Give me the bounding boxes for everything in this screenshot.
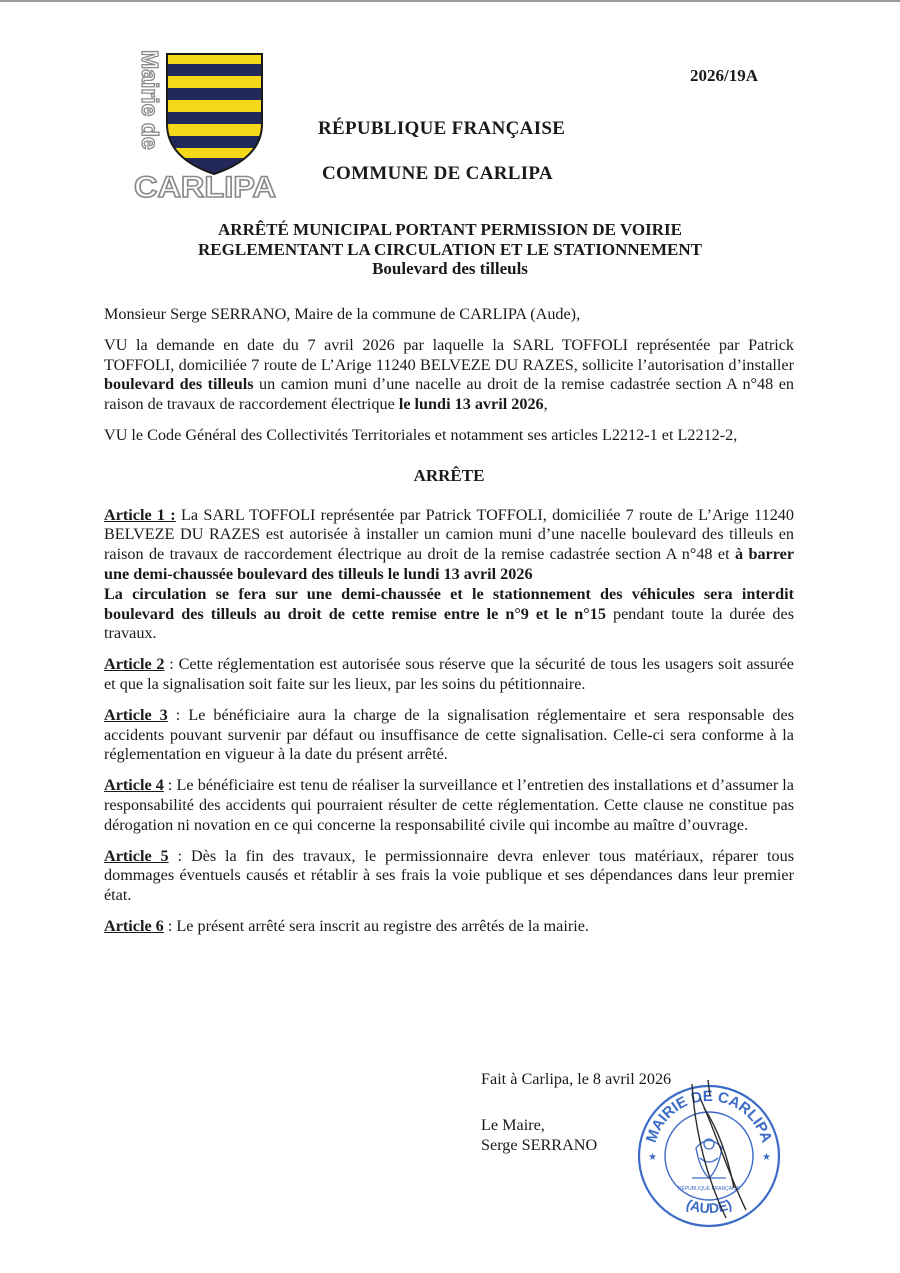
article-4-text: : Le bénéficiaire est tenu de réaliser la surveillance et l’entretien des installations et d’assumer la responsabilité des accidents qui pourraient résulter de cette réglementation. Cette clause ne constitue pas dérogation ni novation en ce qui concerne la responsabilité civile qui incombe au maître d’ouvrage. [104, 776, 794, 834]
logo-text-top: Mairie de [137, 50, 163, 150]
article-1-text-c: La circulation se fera sur une demi-chaussée et le stationnement des véhicules sera interdit boulevard des tilleuls au droit de cette remise entre le n°9 et le n°15 [104, 584, 794, 623]
article-1 [104, 506, 794, 645]
vu-code-paragraph: VU le Code Général des Collectivités Territoriales et notamment ses articles L2212-1 et L2212-2, [104, 425, 738, 444]
article-2 [104, 655, 794, 695]
vu-request-text-c: un camion muni d’une nacelle au droit de la remise cadastrée section A n°48 en raison de travaux de raccordement électrique [104, 375, 794, 414]
shield-icon [164, 50, 264, 180]
vu-request-text-e: , [543, 395, 548, 414]
commune-heading: COMMUNE DE CARLIPA [322, 163, 553, 184]
article-1-text-b: à barrer une demi-chaussée boulevard des tilleuls le lundi 13 avril 2026 [104, 545, 795, 583]
article-6-label: Article 6 [104, 916, 164, 935]
decision-heading: ARRÊTE [413, 465, 485, 485]
article-1-text-a: La SARL TOFFOLI représentée par Patrick TOFFOLI, domiciliée 7 route de L’Arige 11240 BELVEZE DU RAZES est autorisée à installer un camion muni d’une nacelle boulevard des tilleuls en raison de travaux de raccordement électrique au droit de la remise cadastrée section A n°48 et [104, 505, 794, 564]
stamp-inner-text: RÉPUBLIQUE FRANÇAISE [677, 1186, 741, 1192]
article-2-label: Article 2 [104, 655, 165, 674]
article-3-text: : Le bénéficiaire aura la charge de la signalisation réglementaire et sera responsable des accidents pouvant survenir par défaut ou insuffisance de cette signalisation. Celle-ci sera conforme à la réglementation en vigueur à la date du présent arrêté. [104, 705, 794, 764]
article-3 [104, 706, 794, 765]
article-5-text: : Dès la fin des travaux, le permissionnaire devra enlever tous matériaux, réparer tous dommages éventuels causés et rétablir à ses frais la voie publique et ses dépendances dans leur premier état. [104, 846, 794, 905]
article-6 [104, 917, 794, 937]
stamp-figure-icon [692, 1139, 726, 1178]
svg-text:★: ★ [648, 1152, 657, 1163]
article-5 [104, 847, 794, 906]
republic-heading: RÉPUBLIQUE FRANÇAISE [318, 118, 566, 139]
article-4-label: Article 4 [104, 776, 164, 795]
logo-text-bottom: CARLIPA [134, 171, 276, 200]
vu-request-paragraph [104, 336, 794, 415]
scan-top-border [0, 0, 900, 2]
stamp-bottom-text: (AUDE) [684, 1195, 734, 1217]
svg-text:★: ★ [762, 1152, 771, 1163]
signature-place-date: Fait à Carlipa, le 8 avril 2026 [481, 1070, 672, 1088]
vu-request-location: boulevard des tilleuls [104, 375, 254, 394]
vu-request-text-a: VU la demande en date du 7 avril 2026 par laquelle la SARL TOFFOLI représentée par Patrick TOFFOLI, domiciliée 7 route de L’Arige 11240 BELVEZE DU RAZES, sollicite l’autorisation d’installer [104, 335, 794, 374]
article-4 [104, 776, 794, 835]
mayor-line: Monsieur Serge SERRANO, Maire de la commune de CARLIPA (Aude), [104, 305, 581, 323]
decree-body [104, 305, 794, 948]
stamp-outer-text: MAIRIE DE CARLIPA [642, 1087, 776, 1145]
title-line-2: REGLEMENTANT LA CIRCULATION ET LE STATIONNEMENT [198, 239, 702, 259]
article-1-label: Article 1 : [104, 505, 176, 524]
article-6-text: : Le présent arrêté sera inscrit au registre des arrêtés de la mairie. [163, 916, 589, 935]
title-line-3: Boulevard des tilleuls [372, 259, 528, 278]
title-line-1: ARRÊTÉ MUNICIPAL PORTANT PERMISSION DE VOIRIE [218, 220, 682, 239]
article-1-text-d: pendant toute la durée des travaux. [104, 604, 794, 643]
article-5-label: Article 5 [104, 846, 169, 865]
article-3-label: Article 3 [104, 705, 168, 724]
signature-role: Le Maire, [481, 1115, 545, 1134]
svg-text:(AUDE) [684, 1196, 734, 1216]
commune-logo [134, 50, 276, 200]
decree-title [104, 220, 796, 279]
vu-request-date: le lundi 13 avril 2026 [398, 395, 544, 414]
article-2-text: : Cette réglementation est autorisée sous réserve que la sécurité de tous les usagers soit assurée et que la signalisation soit faite sur les lieux, par les soins du pétitionnaire. [104, 655, 794, 693]
document-reference: 2026/19A [690, 66, 758, 85]
signature-name: Serge SERRANO [481, 1135, 598, 1154]
official-stamp-icon [634, 1078, 784, 1230]
